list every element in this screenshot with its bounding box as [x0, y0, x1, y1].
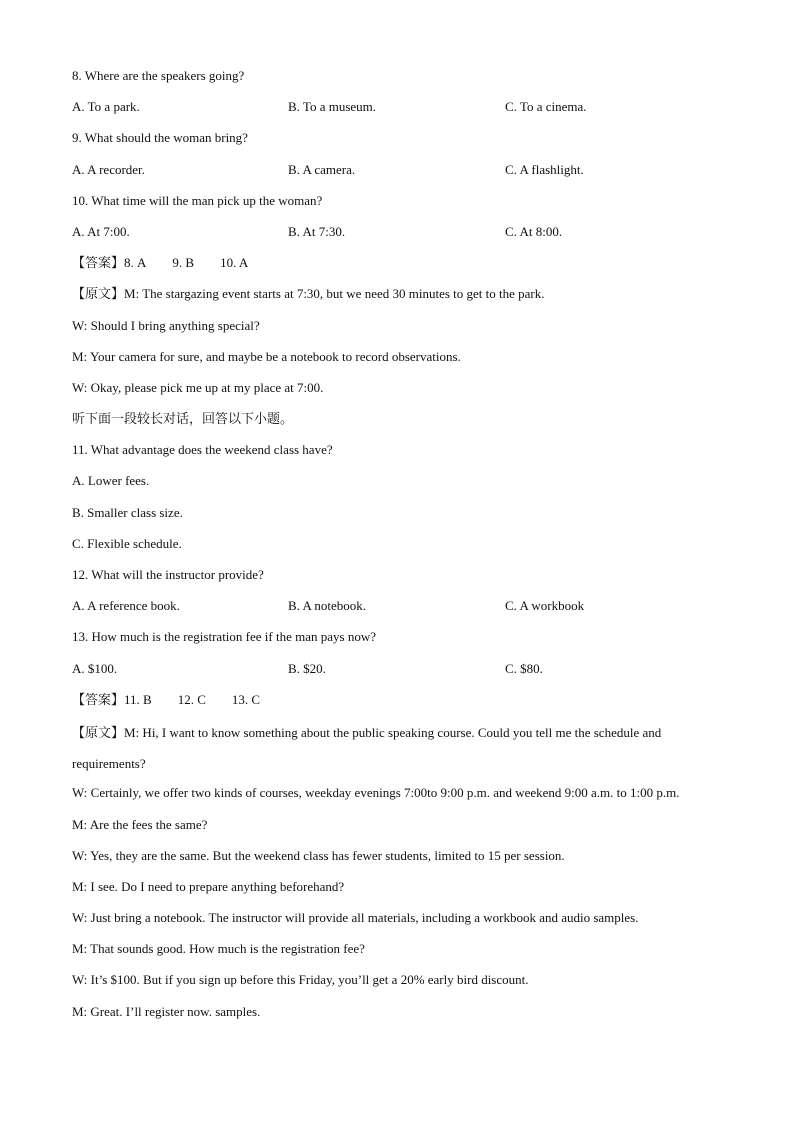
transcript-2-line: W: It’s $100. But if you sign up before this Friday, you’ll get a 20% early bird discount.: [72, 972, 529, 988]
question-12-options: [72, 592, 724, 623]
question-13: 13. How much is the registration fee if the man pays now?: [72, 629, 376, 645]
option-b: B. To a museum.: [288, 99, 377, 115]
option-c: C. Flexible schedule.: [72, 535, 182, 551]
section-instruction: 听下面一段较长对话，回答以下小题。: [72, 411, 294, 427]
transcript-label: 【原文】: [72, 724, 125, 740]
option-c: C. At 8:00.: [505, 223, 563, 239]
answer-item: 13. C: [231, 691, 261, 707]
option-a: A. $100.: [72, 660, 118, 676]
answer-item: 8. A: [124, 255, 147, 271]
transcript-2-line: W: Certainly, we offer two kinds of courses, weekday evenings 7:00to 9:00 p.m. and weekend 9:00 a.m. to 1:00 p.m.: [72, 785, 680, 801]
question-9-options: [72, 156, 724, 187]
question-13-options: [72, 655, 724, 686]
option-a: A. A reference book.: [72, 598, 180, 614]
option-a: A. At 7:00.: [72, 223, 130, 239]
option-a: A. To a park.: [72, 99, 140, 115]
option-b: B. At 7:30.: [288, 223, 346, 239]
question-9: 9. What should the woman bring?: [72, 130, 248, 146]
transcript-2-line: M: I see. Do I need to prepare anything beforehand?: [72, 878, 345, 894]
answer-label: 【答案】: [72, 255, 125, 271]
transcript-text: M: The stargazing event starts at 7:30, but we need 30 minutes to get to the park.: [124, 286, 545, 302]
transcript-1-line: [72, 280, 724, 311]
option-c: C. To a cinema.: [505, 99, 587, 115]
answer-key-1: [72, 249, 724, 280]
answer-key-2: [72, 686, 724, 717]
question-12: 12. What will the instructor provide?: [72, 567, 264, 582]
option-a: A. Lower fees.: [72, 473, 150, 489]
transcript-1-line: W: Okay, please pick me up at my place at 7:00.: [72, 379, 324, 395]
question-10-options: [72, 218, 724, 249]
question-8: 8. Where are the speakers going?: [72, 68, 245, 83]
transcript-2-line: M: That sounds good. How much is the registration fee?: [72, 941, 365, 957]
option-b: B. A notebook.: [288, 598, 367, 614]
option-c: C. $80.: [505, 660, 543, 676]
option-b: B. A camera.: [288, 161, 356, 177]
option-b: B. Smaller class size.: [72, 504, 183, 520]
transcript-2-line: M: Great. I’ll register now. samples.: [72, 1003, 261, 1019]
transcript-label: 【原文】: [72, 286, 125, 302]
document-page: [72, 62, 724, 1029]
transcript-1-line: W: Should I bring anything special?: [72, 317, 260, 333]
question-10: 10. What time will the man pick up the woman?: [72, 192, 323, 208]
answer-item: 11. B: [124, 691, 152, 707]
option-c: C. A flashlight.: [505, 161, 584, 177]
answer-item: 9. B: [172, 255, 195, 271]
answer-label: 【答案】: [72, 691, 125, 707]
transcript-2-line: W: Just bring a notebook. The instructor will provide all materials, including a workbook and audio samples.: [72, 910, 639, 926]
transcript-text: M: Hi, I want to know something about the public speaking course. Could you tell me the schedule and requirements?: [72, 724, 662, 772]
question-8-options: [72, 93, 724, 124]
option-b: B. $20.: [288, 660, 326, 676]
transcript-2-line: [72, 717, 724, 779]
transcript-2-line: W: Yes, they are the same. But the weekend class has fewer students, limited to 15 per session.: [72, 847, 565, 863]
question-11: 11. What advantage does the weekend class have?: [72, 442, 333, 458]
answer-item: 10. A: [220, 255, 249, 271]
transcript-2-line: M: Are the fees the same?: [72, 816, 208, 832]
option-a: A. A recorder.: [72, 161, 145, 177]
answer-item: 12. C: [177, 691, 206, 707]
transcript-1-line: M: Your camera for sure, and maybe be a notebook to record observations.: [72, 348, 461, 364]
option-c: C. A workbook: [505, 598, 585, 614]
